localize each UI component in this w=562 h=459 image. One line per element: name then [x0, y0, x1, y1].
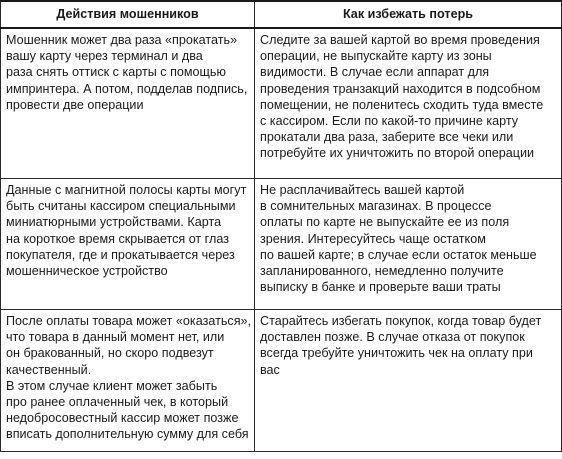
- text-line: запланированного, немедленно получите: [260, 264, 504, 279]
- text-line: вас: [260, 362, 280, 377]
- text-line: что товара в данный момент нет, или: [6, 330, 225, 345]
- text-line: Следите за вашей картой во время проведения: [260, 33, 540, 47]
- text-line: потребуйте их уничтожить по второй операции: [260, 146, 535, 161]
- text-line: доставлен позже. В случае отказа от покупок: [260, 330, 525, 345]
- text-line: качественный.: [6, 362, 92, 377]
- text-line: Мошенник может два раза «прокатать»: [6, 33, 238, 47]
- text-line: После оплаты товара может «оказаться»,: [6, 314, 252, 328]
- text-line: на короткое время скрывается от глаз: [6, 231, 229, 246]
- table-row: [1, 28, 562, 179]
- table-header: [1, 1, 562, 28]
- text-line: Данные с магнитной полосы карты могут: [6, 183, 247, 197]
- text-line: оплаты по карте не выпускайте ее из поля: [260, 215, 510, 230]
- text-line: Не расплачивайтесь вашей картой: [260, 183, 465, 197]
- text-line: вашу карту через терминал и два: [6, 49, 203, 64]
- text-line: вписать дополнительную сумму для себя: [6, 427, 249, 442]
- text-line: он бракованный, но скоро подвезут: [6, 346, 214, 361]
- text-line: выписку в банке и проверьте ваши траты: [260, 280, 501, 295]
- text-line: зрения. Интересуйтесь чаще остатком: [260, 231, 486, 246]
- text-line: миниатюрными устройствами. Карта: [6, 215, 222, 230]
- text-line: прокатали два раза, заберите все чеки или: [260, 130, 514, 145]
- text-line: про ранее оплаченный чек, в который: [6, 395, 229, 410]
- text-line: операции, не выпускайте карту из зоны: [260, 49, 492, 64]
- header-fraud-actions: Действия мошенников: [1, 1, 255, 28]
- text-line: Старайтесь избегать покупок, когда товар будет: [260, 314, 542, 328]
- fraud-action-cell: [1, 179, 255, 310]
- text-line: провести две операции: [6, 97, 144, 112]
- text-line: в сомнительных магазинах. В процессе: [260, 199, 492, 214]
- prevention-cell: [255, 179, 562, 310]
- text-line: В этом случае клиент может забыть: [6, 378, 218, 393]
- text-line: с кассиром. Если по какой-то причине карту: [260, 114, 519, 129]
- prevention-cell: [255, 310, 562, 452]
- text-line: недобросовестный кассир может позже: [6, 411, 239, 426]
- text-line: мошенническое устройство: [6, 264, 168, 279]
- table-row: [1, 310, 562, 452]
- text-line: импринтера. А потом, подделав подпись,: [6, 81, 248, 96]
- text-line: проведения транзакций находится в подсобном: [260, 81, 541, 96]
- text-line: покупателя, где и прокатывается через: [6, 247, 235, 262]
- text-line: всегда требуйте уничтожить чек на оплату при: [260, 346, 533, 361]
- fraud-action-cell: [1, 28, 255, 179]
- prevention-cell: [255, 28, 562, 179]
- text-line: по вашей карте; в случае если остаток меньше: [260, 247, 537, 262]
- text-line: помещении, не поленитесь сходить туда вместе: [260, 97, 544, 112]
- text-line: быть считаны кассиром специальными: [6, 199, 236, 214]
- fraud-action-cell: [1, 310, 255, 452]
- header-how-to-avoid: Как избежать потерь: [255, 1, 562, 28]
- text-line: раза снять оттиск с карты с помощью: [6, 65, 226, 80]
- text-line: видимости. В случае если аппарат для: [260, 65, 490, 80]
- table-row: [1, 179, 562, 310]
- header-row: [1, 1, 562, 28]
